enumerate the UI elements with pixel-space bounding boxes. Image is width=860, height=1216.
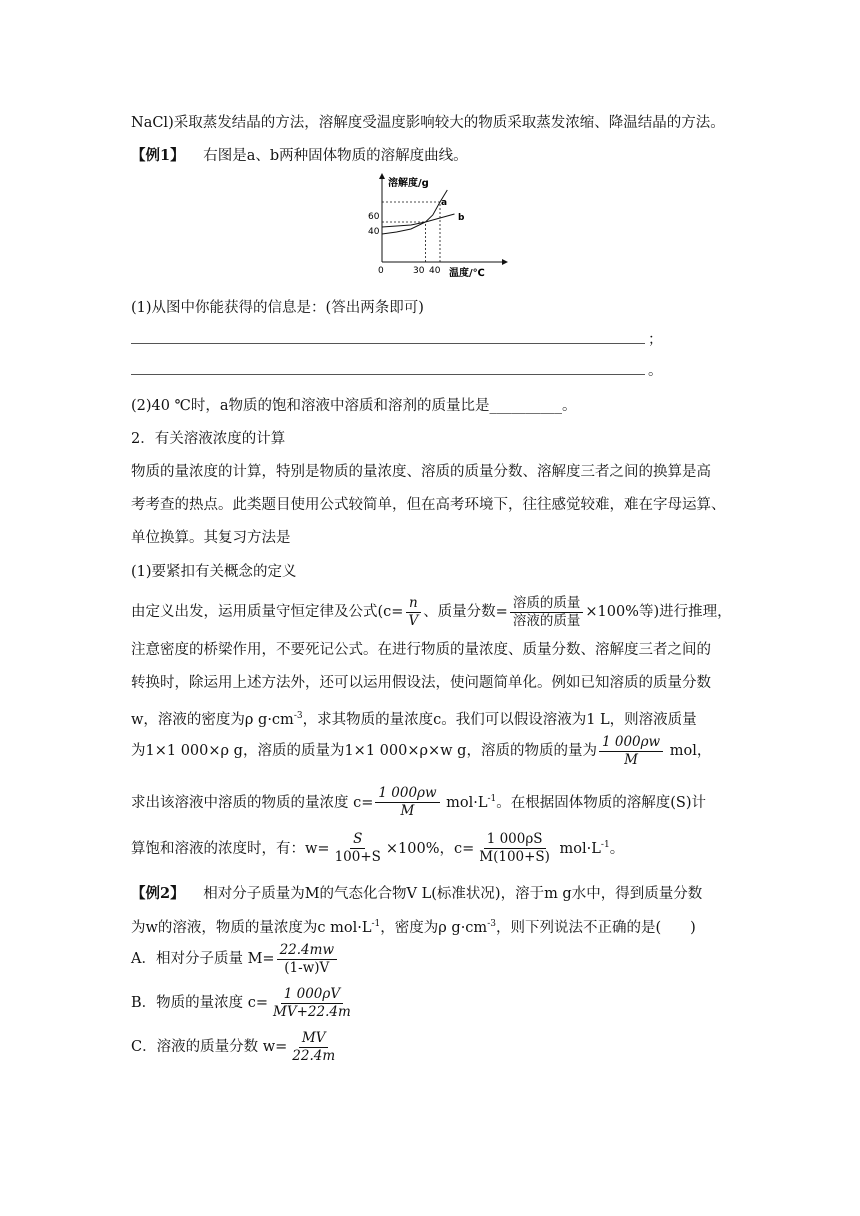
option-b bbox=[131, 984, 356, 1022]
p10-text-c: 。在根据固体物质的溶解度(S)计 bbox=[496, 794, 707, 811]
example-1 bbox=[131, 146, 468, 166]
p11-text-a: 算饱和溶液的浓度时，有：w= bbox=[131, 840, 330, 857]
p5-text-b: 、质量分数= bbox=[423, 604, 508, 620]
p10-text-b: mol·L bbox=[441, 794, 488, 811]
fraction-moles: $\frac{1 000\rho w}{M}$ bbox=[599, 734, 663, 769]
option-c bbox=[131, 1028, 340, 1066]
blank-2-punct: 。 bbox=[648, 363, 663, 379]
option-a bbox=[131, 940, 339, 978]
p11-sup: -1 bbox=[600, 840, 610, 850]
para-line-7: 转换时，除运用上述方法外，还可以运用假设法，使问题简单化。例如已知溶质的质量分数 bbox=[131, 675, 711, 691]
example-2-line-2 bbox=[131, 914, 696, 938]
p10-text-a: 求出该溶液中溶质的物质的量浓度 c= bbox=[131, 794, 374, 811]
p11-text-d: 。 bbox=[609, 840, 625, 857]
p9-text-a: 为1×1 000×ρ g，溶质的质量为1×1 000×ρ×w g，溶质的物质的量为 bbox=[131, 743, 597, 759]
question-2: (2)40 ℃时，a物质的饱和溶液中溶质和溶剂的质量比是__________。 bbox=[131, 398, 577, 414]
para-line-10 bbox=[131, 780, 706, 818]
p10-sup: -1 bbox=[487, 794, 497, 804]
para-line-9 bbox=[131, 732, 711, 770]
para-line-4: (1)要紧扣有关概念的定义 bbox=[131, 564, 297, 580]
example-1-text: 右图是a、b两种固体物质的溶解度曲线。 bbox=[203, 148, 468, 164]
fraction-n-over-v: $\frac{n}{V}$ bbox=[405, 595, 421, 630]
para-line-5 bbox=[131, 593, 732, 631]
example-2-text-a: 相对分子质量为M的气态化合物V L(标准状况)，溶于m g水中，得到质量分数 bbox=[203, 886, 703, 902]
para-line-1: 物质的量浓度的计算，特别是物质的量浓度、溶质的质量分数、溶解度三者之间的换算是高 bbox=[131, 464, 711, 480]
para-line-11 bbox=[131, 826, 624, 864]
fraction-mass-fraction: $\frac{\text{溶质的质量}}{\text{溶液的质量}}$ bbox=[510, 595, 584, 630]
series-label-b: b bbox=[458, 213, 465, 223]
fraction-solubility-c: $\frac{1 000\rho S}{M(100+S)}$ bbox=[479, 831, 550, 866]
p5-text-c: ×100%等)进行推理， bbox=[585, 604, 732, 620]
option-a-label: A．相对分子质量 M= bbox=[131, 951, 275, 967]
x-tick-30: 30 bbox=[413, 266, 425, 276]
blank-1-punct: ； bbox=[648, 332, 663, 348]
p11-text-b: ×100%，c= bbox=[385, 840, 475, 857]
answer-blank-2[interactable] bbox=[131, 374, 645, 375]
p8-sup: -3 bbox=[293, 711, 303, 721]
p11-text-c: mol·L bbox=[554, 840, 601, 857]
x-axis-label: 温度/℃ bbox=[449, 268, 485, 279]
p8-text-a: w，溶液的密度为ρ g·cm bbox=[131, 711, 294, 728]
option-c-fraction: $\frac{MV}{22.4m}$ bbox=[292, 1029, 336, 1064]
ex2-b-text: 为w的溶液，物质的量浓度为c mol·L bbox=[131, 919, 372, 936]
p5-text-a: 由定义出发，运用质量守恒定律及公式(c= bbox=[131, 604, 404, 620]
ex2-b2-text: ，密度为ρ g·cm bbox=[380, 919, 488, 936]
question-1: (1)从图中你能获得的信息是：(答出两条即可) bbox=[131, 300, 424, 316]
option-b-label: B．物质的量浓度 c= bbox=[131, 995, 269, 1011]
para-line-6: 注意密度的桥梁作用，不要死记公式。在进行物质的量浓度、质量分数、溶解度三者之间的 bbox=[131, 642, 711, 658]
ex2-b3-text: ，则下列说法不正确的是( ) bbox=[495, 919, 696, 936]
option-a-fraction: $\frac{22.4mw}{(1-w)V}$ bbox=[277, 942, 337, 977]
fraction-solubility-w: $\frac{S}{100+S}$ bbox=[334, 831, 381, 866]
series-label-a: a bbox=[441, 198, 448, 208]
x-tick-40: 40 bbox=[429, 266, 441, 276]
para-line-3: 单位换算。其复习方法是 bbox=[131, 530, 291, 546]
y-axis-label: 溶解度/g bbox=[388, 178, 429, 189]
option-c-label: C．溶液的质量分数 w= bbox=[131, 1039, 288, 1055]
solubility-chart bbox=[360, 170, 510, 280]
para-line-2: 考考查的热点。此类题目使用公式较简单，但在高考环境下，往往感觉较难，难在字母运算、 bbox=[131, 497, 726, 513]
example-2-line-1 bbox=[131, 884, 702, 904]
p8-text-b: ，求其物质的量浓度c。我们可以假设溶液为1 L，则溶液质量 bbox=[302, 711, 697, 728]
ex2-sup-2: -3 bbox=[487, 919, 496, 929]
y-tick-40: 40 bbox=[368, 227, 380, 237]
example-2-tag: 【例2】 bbox=[131, 885, 185, 902]
x-tick-0: 0 bbox=[378, 266, 384, 276]
text-line-1: NaCl)采取蒸发结晶的方法，溶解度受温度影响较大的物质采取蒸发浓缩、降温结晶的方法。 bbox=[131, 115, 725, 131]
para-line-8 bbox=[131, 706, 697, 730]
option-b-fraction: $\frac{1 000\rho V}{MV+22.4m}$ bbox=[273, 985, 351, 1020]
answer-blank-1[interactable] bbox=[131, 343, 645, 344]
p9-text-b: mol， bbox=[665, 743, 712, 759]
fraction-concentration: $\frac{1 000\rho w}{M}$ bbox=[375, 785, 439, 820]
example-1-tag: 【例1】 bbox=[131, 147, 185, 164]
y-tick-60: 60 bbox=[368, 212, 380, 222]
section-2-heading: 2．有关溶液浓度的计算 bbox=[131, 431, 286, 447]
ex2-sup-1: -1 bbox=[371, 919, 381, 929]
series-line-a bbox=[382, 190, 447, 234]
